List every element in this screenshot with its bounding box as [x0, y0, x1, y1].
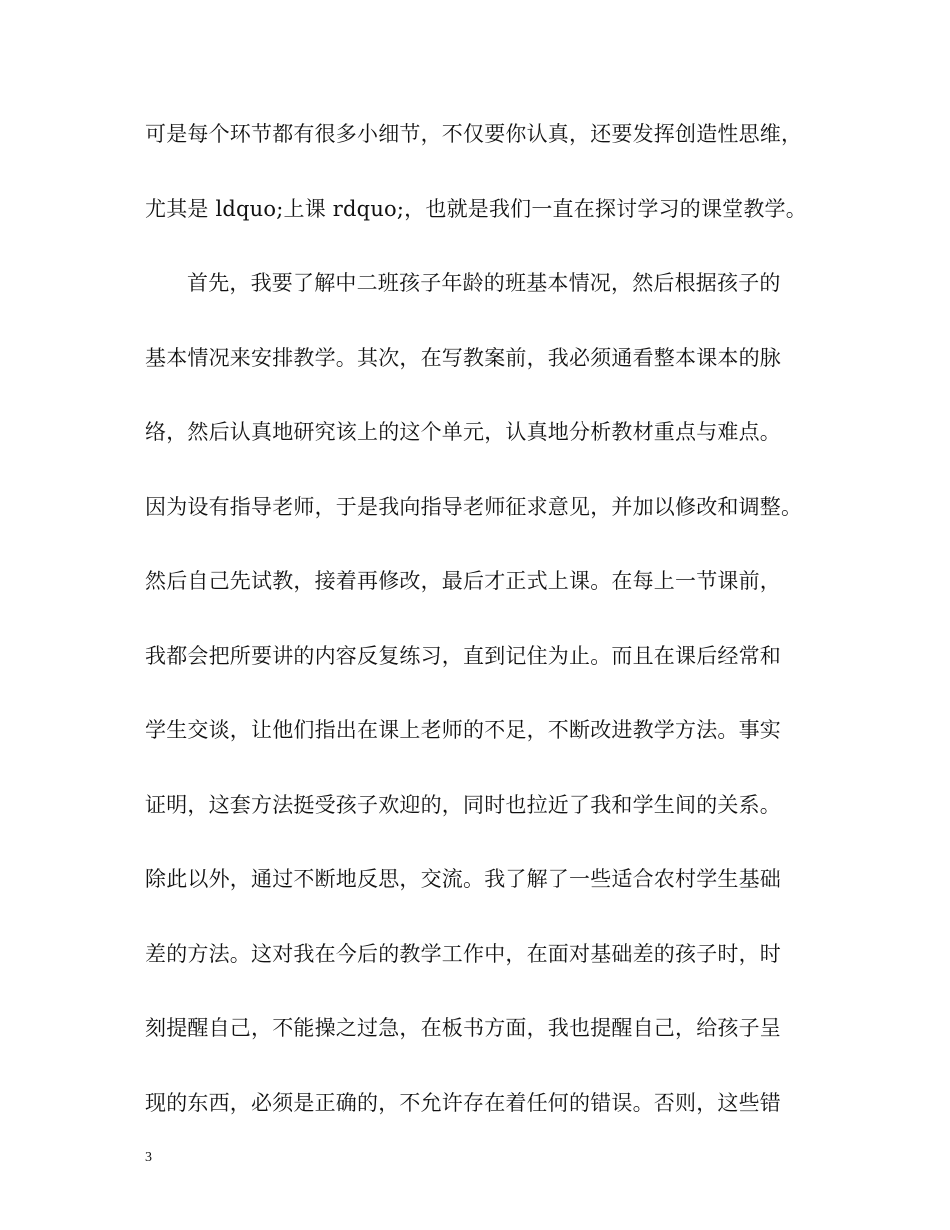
text-line: 因为设有指导老师，于是我向指导老师征求意见，并加以修改和调整。 — [145, 494, 803, 519]
text-line: 然后自己先试教，接着再修改，最后才正式上课。在每上一节课前， — [145, 569, 781, 593]
text-line: 可是每个环节都有很多小细节，不仅要你认真，还要发挥创造性思维， — [145, 122, 803, 146]
text-line: 学生交谈，让他们指出在课上老师的不足，不断改进教学方法。事实 — [145, 718, 781, 742]
text-line: 差的方法。这对我在今后的教学工作中，在面对基础差的孩子时，时 — [145, 941, 781, 966]
body-text — [145, 120, 825, 1163]
paragraph-start-line: 首先，我要了解中二班孩子年龄的班基本情况，然后根据孩子的 — [187, 271, 781, 295]
text-line: 尤其是 ldquo;上课 rdquo;，也就是我们一直在探讨学习的课堂教学。 — [145, 196, 807, 221]
text-line: 除此以外，通过不断地反思，交流。我了解了一些适合农村学生基础 — [145, 867, 781, 891]
text-line: 我都会把所要讲的内容反复练习，直到记住为止。而且在课后经常和 — [145, 643, 781, 668]
page-number: 3 — [145, 1150, 152, 1165]
text-line: 络，然后认真地研究该上的这个单元，认真地分析教材重点与难点。 — [145, 420, 781, 444]
text-line: 证明，这套方法挺受孩子欢迎的，同时也拉近了我和学生间的关系。 — [145, 792, 781, 817]
text-line: 现的东西，必须是正确的，不允许存在着任何的错误。否则，这些错 — [145, 1090, 781, 1115]
text-line: 刻提醒自己，不能操之过急，在板书方面，我也提醒自己，给孩子呈 — [145, 1016, 781, 1040]
text-line: 基本情况来安排教学。其次，在写教案前，我必须通看整本课本的脉 — [145, 345, 781, 370]
